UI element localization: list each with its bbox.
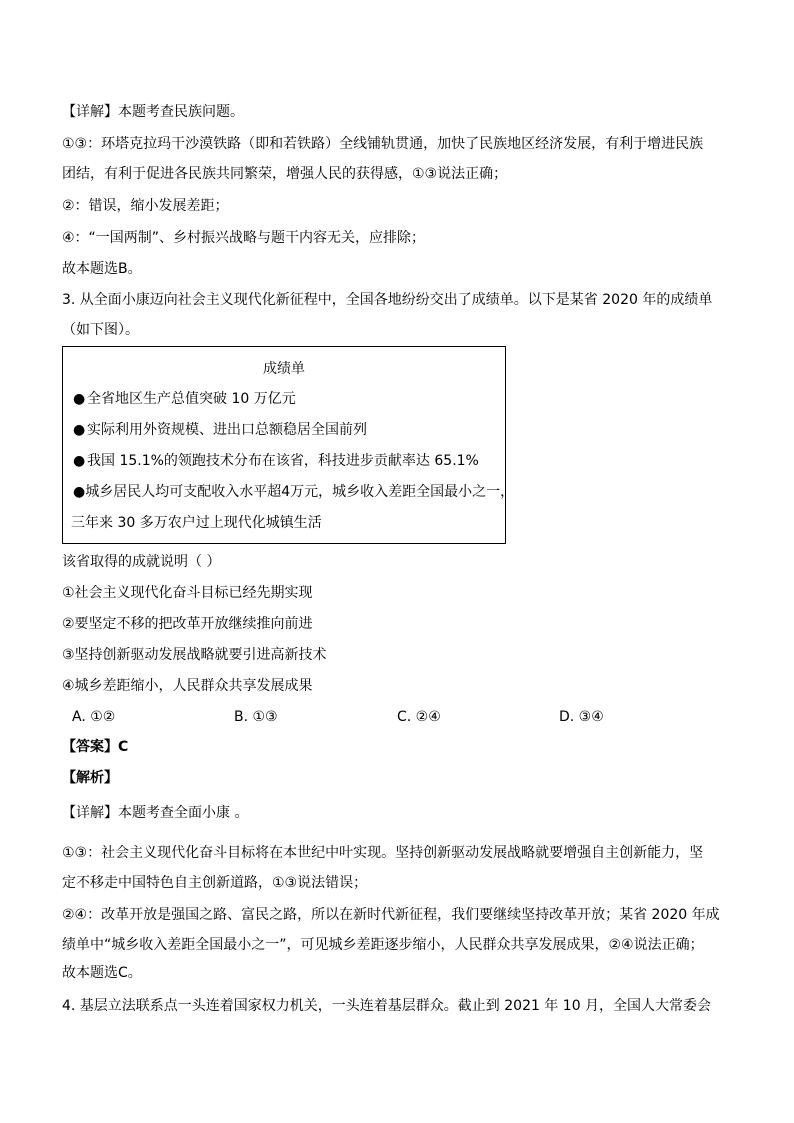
explanation-line: ②④：改革开放是强国之路、富民之路，所以在新时代新征程，我们要继续坚持改革开放；某省 2020 年成 [62,907,720,923]
detail-label: 【详解】本题考查全面小康 。 [62,805,249,821]
bullet-icon: ● [73,422,86,438]
statement: ④城乡差距缩小，人民群众共享发展成果 [62,678,313,694]
report-card-item: ●城乡居民人均可支配收入水平超4万元，城乡收入差距全国最小之一， [73,484,515,500]
question-3-prompt: 该省取得的成就说明（ ） [62,554,221,570]
option-a: A. ①② [72,709,116,725]
report-card-box [62,346,515,544]
bullet-icon: ● [73,391,86,407]
explanation-line: ①③：社会主义现代化奋斗目标将在本世纪中叶实现。坚持创新驱动发展战略就要增强自主创新能力，坚 [62,845,704,861]
report-card-item: ● 我国 15.1%的领跑技术分布在该省，科技进步贡献率达 65.1% [73,453,479,469]
prev-conclusion: 故本题选B。 [62,261,142,277]
question-3-stem-cont: （如下图）。 [62,322,139,338]
explanation-line: 绩单中“城乡收入差距全国最小之一”，可见城乡差距逐步缩小，人民群众共享发展成果，②④说法正确； [62,937,704,953]
bullet-icon: ● [73,484,86,500]
question-3-stem: 3. 从全面小康迈向社会主义现代化新征程中，全国各地纷纷交出了成绩单。以下是某省 2020 年的成绩单 [62,292,713,308]
statement: ③坚持创新驱动发展战略就要引进高新技术 [62,647,327,663]
report-card-item-cont: 三年来 30 多万农户过上现代化城镇生活 [71,515,322,531]
bullet-icon: ● [73,453,86,469]
report-card-title: 成绩单 [263,361,305,377]
option-b: B. ①③ [234,709,278,725]
prev-explanation-line: ①③：环塔克拉玛干沙漠铁路（即和若铁路）全线铺轨贯通，加快了民族地区经济发展，有利于增进民族 [62,136,704,152]
answer-label: 【答案】C [62,739,129,755]
report-card-item: ● 全省地区生产总值突破 10 万亿元 [73,391,296,407]
analysis-label: 【解析】 [62,770,118,786]
prev-detail: 【详解】本题考查民族问题。 [62,104,244,120]
prev-explanation-line: ④：“一国两制”、乡村振兴战略与题干内容无关，应排除； [62,230,426,246]
report-card-item: ● 实际利用外资规模、进出口总额稳居全国前列 [73,422,367,438]
explanation-line: 定不移走中国特色自主创新道路，①③说法错误； [62,875,368,891]
option-d: D. ③④ [559,709,604,725]
question-4-stem: 4. 基层立法联系点一头连着国家权力机关，一头连着基层群众。截止到 2021 年 10 月，全国人大常委会 [62,998,712,1014]
statement: ①社会主义现代化奋斗目标已经先期实现 [62,585,313,601]
statement: ②要坚定不移的把改革开放继续推向前进 [62,616,313,632]
prev-explanation-line: 团结，有利于促进各民族共同繁荣，增强人民的获得感，①③说法正确； [62,166,508,182]
prev-explanation-line: ②：错误，缩小发展差距； [62,198,229,214]
conclusion-line: 故本题选C。 [62,965,142,981]
option-c: C. ②④ [397,709,441,725]
